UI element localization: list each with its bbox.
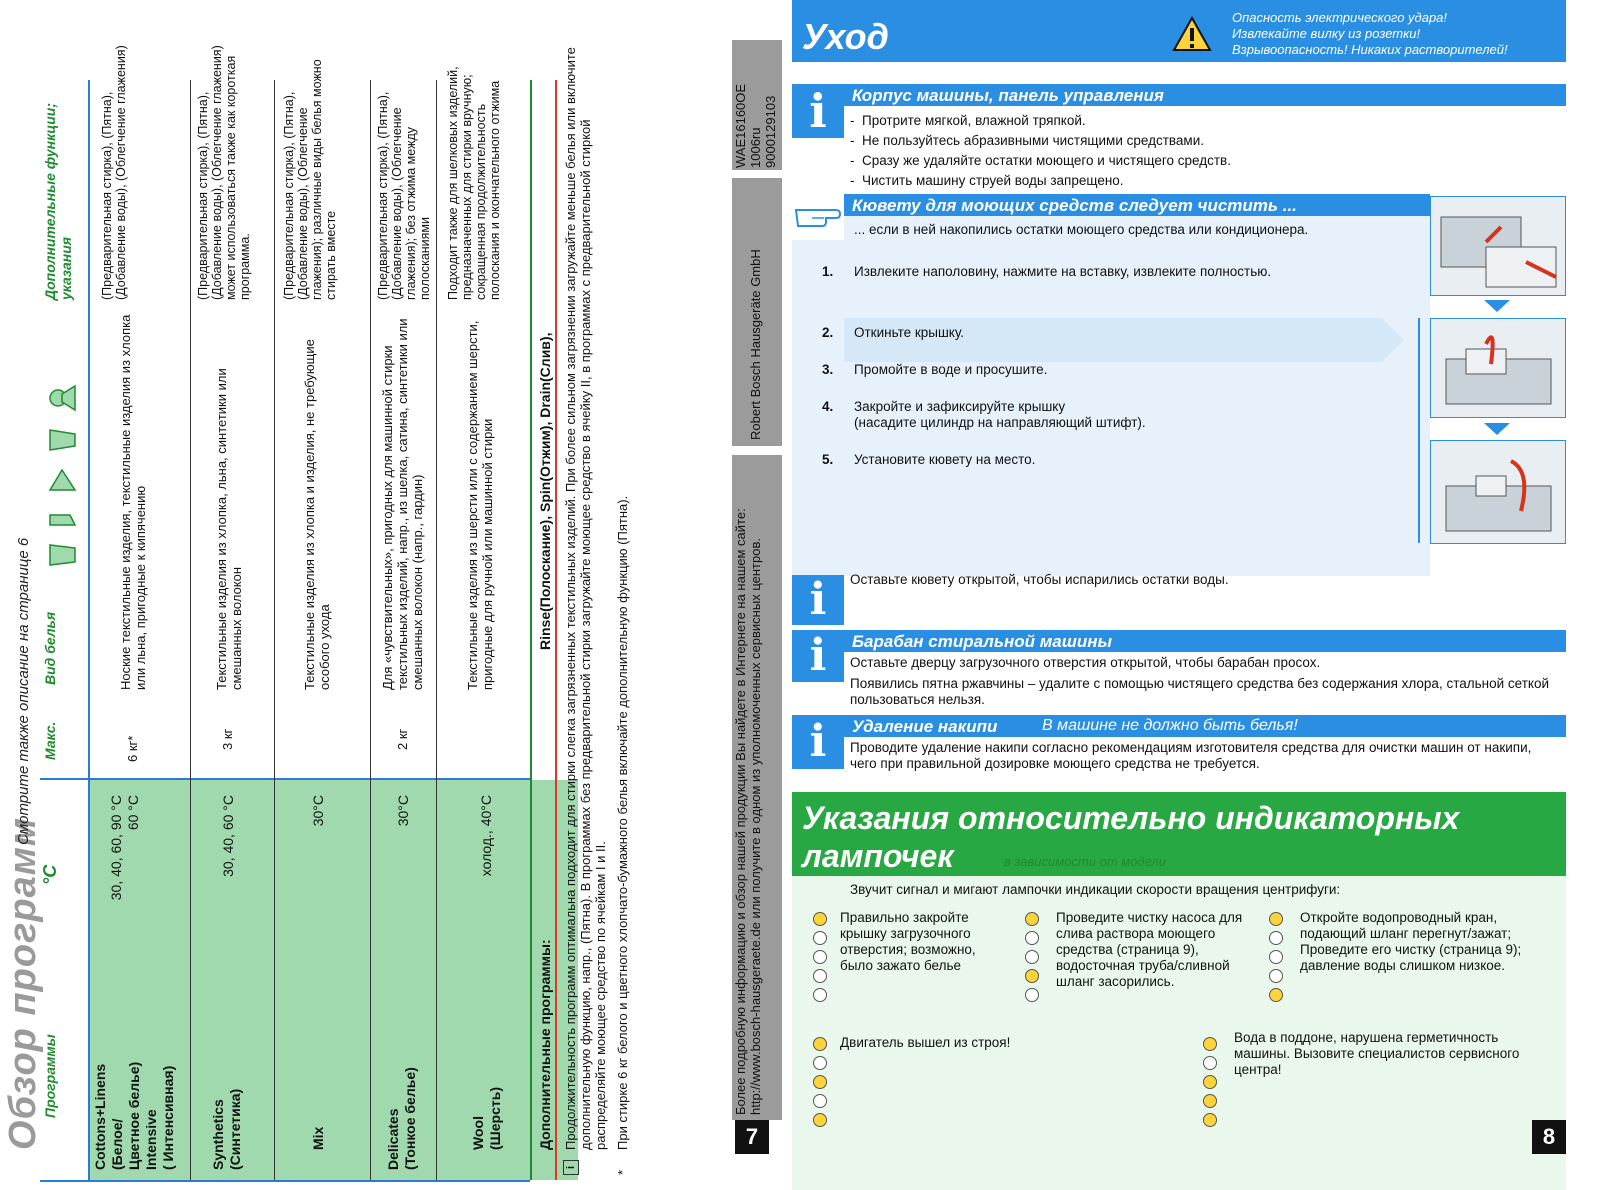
step-text: Установите кювету на место. [854,452,1036,467]
step-number: 2. [822,325,834,340]
indicator-item-text: Двигатель вышел из строя! [840,1035,1011,1050]
program-temp: 30°C [395,795,411,827]
additional-programs-label: Дополнительные программы: [537,939,553,1150]
lamp-off-icon [813,1056,827,1070]
lamp-lit-icon [1025,912,1039,926]
page-number-right: 8 [1532,1120,1566,1154]
lamp-lit-icon [813,912,827,926]
list-item: - Чистить машину струей воды запрещено. [850,173,1124,188]
program-extras: Подходит также для шелковых изделий, предназначенных для стирки вручную; сокращенная продолжительность полоскания и окончательного отжима [446,66,502,300]
header-temp: °C [40,864,60,885]
green-line [530,80,532,1180]
lamp-off-icon [1025,988,1039,1002]
dispenser-pull-icon [1431,197,1565,295]
title-note: Смотрите также описание на странице 6 [15,537,32,845]
descale-note: В машине не должно быть белья! [1042,717,1298,734]
lamp-lit-icon [813,1113,827,1127]
table-divider [40,778,530,780]
care-title: Уход [802,16,889,57]
program-temp: 30, 40, 60, 90 °C 60 °C [108,795,141,901]
row-line [436,80,437,1180]
lamp-off-icon [813,931,827,945]
header-extras: Дополнительные функции; указания [42,103,74,300]
program-extras: (Предварительная стирка), (Пятна), (Добавление воды), (Облегчение глажения) может использоваться также как короткая программа. [196,45,252,300]
arrow-down-icon [1484,300,1510,312]
lamp-column [1200,1035,1220,1135]
red-line [555,80,557,1180]
lamp-off-icon [813,1094,827,1108]
row-line [274,80,275,1180]
indicator-item-text: Правильно закройте крышку загрузочного отверстия; возможно, было зажато белье [840,910,976,973]
row-line [370,80,371,1180]
descale-section-title: Удаление накипи [852,717,998,736]
list-item: - Не пользуйтесь абразивными чистящими средствами. [850,133,1205,148]
warning-icon [1172,16,1212,52]
step-number: 4. [822,399,834,414]
dispenser-illustration-1 [1430,196,1566,296]
step-number: 1. [822,264,834,279]
web-info: Более подробную информацию и обзор нашей продукции Вы найдете в Интернете на нашем сайте: http://www.bosch-hausgeraete.de или получите в одном из уполномоченных сервисных центров. [733,508,763,1115]
hand-icon-box [792,194,844,240]
step-text: Закройте и зафиксируйте крышку (насадите цилиндр на направляющий штифт). [854,399,1146,430]
program-laundry-type: Текстильные изделия из шерсти или с содержанием шерсти, пригодные для ручной или машинной стирки [465,320,495,690]
lamp-off-icon [1025,950,1039,964]
drum-section-title: Барабан стиральной машины [852,632,1113,651]
step-text: Промойте в воде и просушите. [854,362,1048,377]
program-laundry-type: Ноские текстильные изделия, текстильные изделия из хлопка или льна, пригодные к кипячению [118,314,148,690]
step-text: Извлеките наполовину, нажмите на вставку, извлеките полностью. [854,264,1272,279]
program-laundry-type: Для «чувствительных», пригодных для машинной стирки текстильных изделий, напр., из шелка, сатина, синтетики или смешанных волокон (напр., гардин) [380,318,425,690]
lamp-column [810,1035,830,1135]
header-line [88,80,90,1180]
program-name: Wool (Шерсть) [470,1087,503,1150]
program-extras: (Предварительная стирка), (Пятна), (Добавление воды), (Облегчение глажения) [100,45,128,300]
lamp-lit-icon [813,1075,827,1089]
indicator-title-line2: лампочек [802,838,954,874]
dispenser-side-bg [792,240,844,576]
lamp-column [810,910,830,1010]
program-max-load: 3 кг [220,728,235,750]
info-icon: i [792,84,844,138]
info-icon: i [792,630,844,682]
arrow-down-icon [1484,423,1510,435]
info-icon: i [792,575,844,625]
indicator-title-line1: Указания относительно индикаторных [802,800,1460,836]
program-laundry-type: Текстильные изделия из хлопка и изделия, не требующие особого ухода [302,339,332,690]
lamp-column [1266,910,1286,1010]
row-line [190,80,191,1180]
drum-text-1: Оставьте дверцу загрузочного отверстия открытой, чтобы барабан просох. [850,655,1321,670]
lamp-lit-icon [1203,1037,1217,1051]
indicator-intro: Звучит сигнал и мигают лампочки индикации скорости вращения центрифуги: [850,882,1341,897]
program-max-load: 6 кг* [125,735,140,762]
lamp-lit-icon [1203,1113,1217,1127]
program-name: Synthetics (Синтетика) [210,1088,243,1170]
dispenser-illustration-2 [1430,318,1566,418]
lamp-lit-icon [1269,912,1283,926]
header-max: Макс. [42,721,58,760]
dispenser-illustration-3 [1430,440,1566,544]
dispenser-intro: ... если в ней накопились остатки моющего средства или кондиционера. [854,222,1309,237]
indicator-item-text: Проведите чистку насоса для слива раствора моющего средства (страница 9), водосточная труба/сливной шланг засорились. [1056,910,1243,989]
lamp-off-icon [1269,969,1283,983]
lamp-lit-icon [1269,988,1283,1002]
step-number: 3. [822,362,834,377]
steps-bracket [1418,318,1420,543]
descale-text: Проводите удаление накипи согласно рекомендациям изготовителя средства для очистки машин от накипи, чего при правильной дозировке моющего средства не требуется. [850,740,1532,771]
model-codes: WAE16160OE 1006ru 9000129103 [733,83,778,168]
drum-text-2: Появились пятна ржавчины – удалите с помощью чистящего средства без содержания хлора, стальной сеткой пользоваться нельзя. [850,676,1550,707]
lamp-off-icon [813,950,827,964]
indicator-item-text: Откройте водопроводный кран, подающий шланг перегнут/зажат; Проведите его чистку (страница 9); давление воды слишком низкое. [1300,910,1522,973]
lamp-lit-icon [1203,1094,1217,1108]
dispenser-section-title: Кювету для моющих средств следует чистить ... [852,196,1297,215]
header-programs: Программы [42,1034,58,1118]
page-title: Обзор программ [2,817,44,1150]
dispenser-lid-icon [1431,319,1565,417]
lamp-off-icon [813,969,827,983]
lamp-lit-icon [813,1037,827,1051]
dispenser-reinsert-icon [1431,441,1565,543]
page-number-left: 7 [735,1120,769,1154]
program-extras: (Предварительная стирка), (Пятна), (Добавление воды), (Облегчение глажения); различные виды белья можно стирать вместе [282,59,338,300]
program-name: Delicates (Тонкое белье) [385,1067,418,1170]
lamp-off-icon [1269,931,1283,945]
program-overview-page [0,0,800,1190]
indicator-subtitle: в зависимости от модели [1004,854,1166,869]
lamp-column [1022,910,1042,1010]
info-icon: i [563,1160,579,1175]
program-temp: холод., 40°C [478,795,494,877]
lamp-lit-icon [1203,1075,1217,1089]
list-item: - Сразу же удаляйте остатки моющего и чистящего средств. [850,153,1231,168]
program-temp: 30, 40, 60 °C [220,795,236,877]
lamp-off-icon [1025,931,1039,945]
lamp-off-icon [813,988,827,1002]
dispenser-tip: Оставьте кювету открытой, чтобы испарились остатки воды. [850,572,1229,587]
lamp-off-icon [1203,1056,1217,1070]
info-icon: i [792,715,844,769]
program-name: Cottons+Linens (Белое/ Цветное белье) Intensive ( Интенсивная) [92,1061,176,1170]
lamp-off-icon [1269,950,1283,964]
step-text: Откиньте крышку. [854,325,965,340]
header-laundry: Вид белья [42,611,58,685]
program-extras: (Предварительная стирка), (Пятна), (Добавление воды), (Облегчение глажения); без отжима между полосканиями [376,91,432,300]
list-item: - Протрите мягкой, влажной тряпкой. [850,113,1086,128]
footnote-marker: * [615,1169,630,1175]
program-note: Продолжительность программ оптимальна подходит для стирки слегка загрязненных текстильных изделий. При более сильном загрязнении загружайте меньше белья или включите дополнительную функцию, напр., (Пятна). В программах без предварительной стирки загружайте моющее средство в ячейку II, в программах с предварительной стиркой распределяйте моющее средство по ячейкам I и II. [563,47,608,1150]
additional-programs-value: Rinse(Полоскание), Spin(Отжим), Drain(Слив), [537,332,553,650]
lamp-lit-icon [1025,969,1039,983]
warning-text: Опасность электрического удара! Извлекайте вилку из розетки! Взрывоопасность! Никаких растворителей! [1232,10,1508,57]
program-name: Mix [310,1126,326,1150]
footnote: При стирке 6 кг белого и цветного хлопчато-бумажного белья включайте дополнительную функцию (Пятна). [615,495,630,1150]
program-laundry-type: Текстильные изделия из хлопка, льна, синтетики или смешанных волокон [214,368,244,690]
program-temp: 30°C [310,795,326,827]
care-symbols-icon [40,370,80,570]
care-page [792,0,1610,1190]
company-name: Robert Bosch Hausgeräte GmbH [748,249,763,440]
table-border [40,1180,530,1182]
body-section-title: Корпус машины, панель управления [852,86,1164,105]
pointing-hand-icon [792,194,844,240]
step-number: 5. [822,452,834,467]
indicator-item-text: Вода в поддоне, нарушена герметичность машины. Вызовите специалистов сервисного центра! [1234,1030,1520,1077]
program-max-load: 2 кг [395,728,410,750]
